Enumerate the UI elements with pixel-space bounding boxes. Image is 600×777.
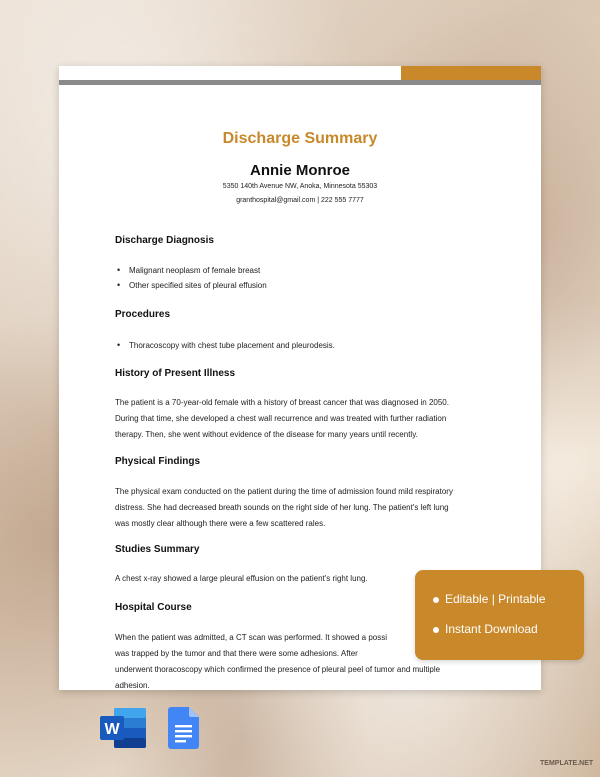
- patient-contact: granthospital@gmail.com | 222 555 7777: [236, 197, 364, 204]
- paragraph-line: During that time, she developed a chest wall recurrence and was treated with further radiation: [115, 414, 447, 423]
- section-heading-course: Hospital Course: [115, 602, 192, 613]
- word-icon-letter: W: [104, 721, 120, 738]
- physical-paragraph: [115, 484, 499, 532]
- section-heading-physical: Physical Findings: [115, 456, 201, 467]
- patient-name: Annie Monroe: [250, 162, 350, 179]
- paragraph-line: was trapped by the tumor and that there were some adhesions. After: [115, 649, 358, 658]
- section-heading-studies: Studies Summary: [115, 544, 200, 555]
- section-heading-procedures: Procedures: [115, 309, 171, 320]
- list-item: • Other specified sites of pleural effusion: [115, 281, 267, 290]
- list-item: • Malignant neoplasm of female breast: [115, 266, 260, 275]
- paragraph-line: When the patient was admitted, a CT scan was performed. It showed a possi: [115, 633, 387, 642]
- paragraph-line: was mostly clear although there were a few scattered rales.: [115, 519, 326, 528]
- list-item: • Thoracoscopy with chest tube placement and pleurodesis.: [115, 341, 335, 350]
- feature-editable-printable: Editable | Printable: [433, 592, 546, 606]
- paragraph-line: adhesion.: [115, 681, 150, 690]
- paragraph-line: The patient is a 70-year-old female with a history of breast cancer that was diagnosed in 2050.: [115, 398, 449, 407]
- word-icon[interactable]: [100, 708, 146, 748]
- google-docs-icon[interactable]: [168, 707, 199, 749]
- paragraph-line: therapy. Then, she went without evidence of the disease for many years until recently.: [115, 430, 418, 439]
- paragraph-line: underwent thoracoscopy which confirmed the presence of pleural peel of tumor and multiple: [115, 665, 441, 674]
- features-callout: [415, 570, 584, 660]
- section-heading-diagnosis: Discharge Diagnosis: [115, 235, 214, 246]
- section-heading-history: History of Present Illness: [115, 368, 236, 379]
- feature-instant-download: Instant Download: [433, 622, 538, 636]
- document-title: Discharge Summary: [222, 130, 378, 147]
- paragraph-line: distress. She had decreased breath sounds on the right side of her lung. The patient's left lung: [115, 503, 449, 512]
- paragraph-line: A chest x-ray showed a large pleural effusion on the patient's right lung.: [115, 574, 368, 583]
- paragraph-line: The physical exam conducted on the patient during the time of admission found mild respiratory: [115, 487, 453, 496]
- patient-address: 5350 140th Avenue NW, Anoka, Minnesota 55303: [222, 183, 378, 190]
- brand-watermark: TEMPLATE.NET: [540, 760, 594, 767]
- history-paragraph: [115, 395, 499, 443]
- header-gold-bar: [401, 66, 541, 80]
- header-gray-bar: [59, 80, 541, 85]
